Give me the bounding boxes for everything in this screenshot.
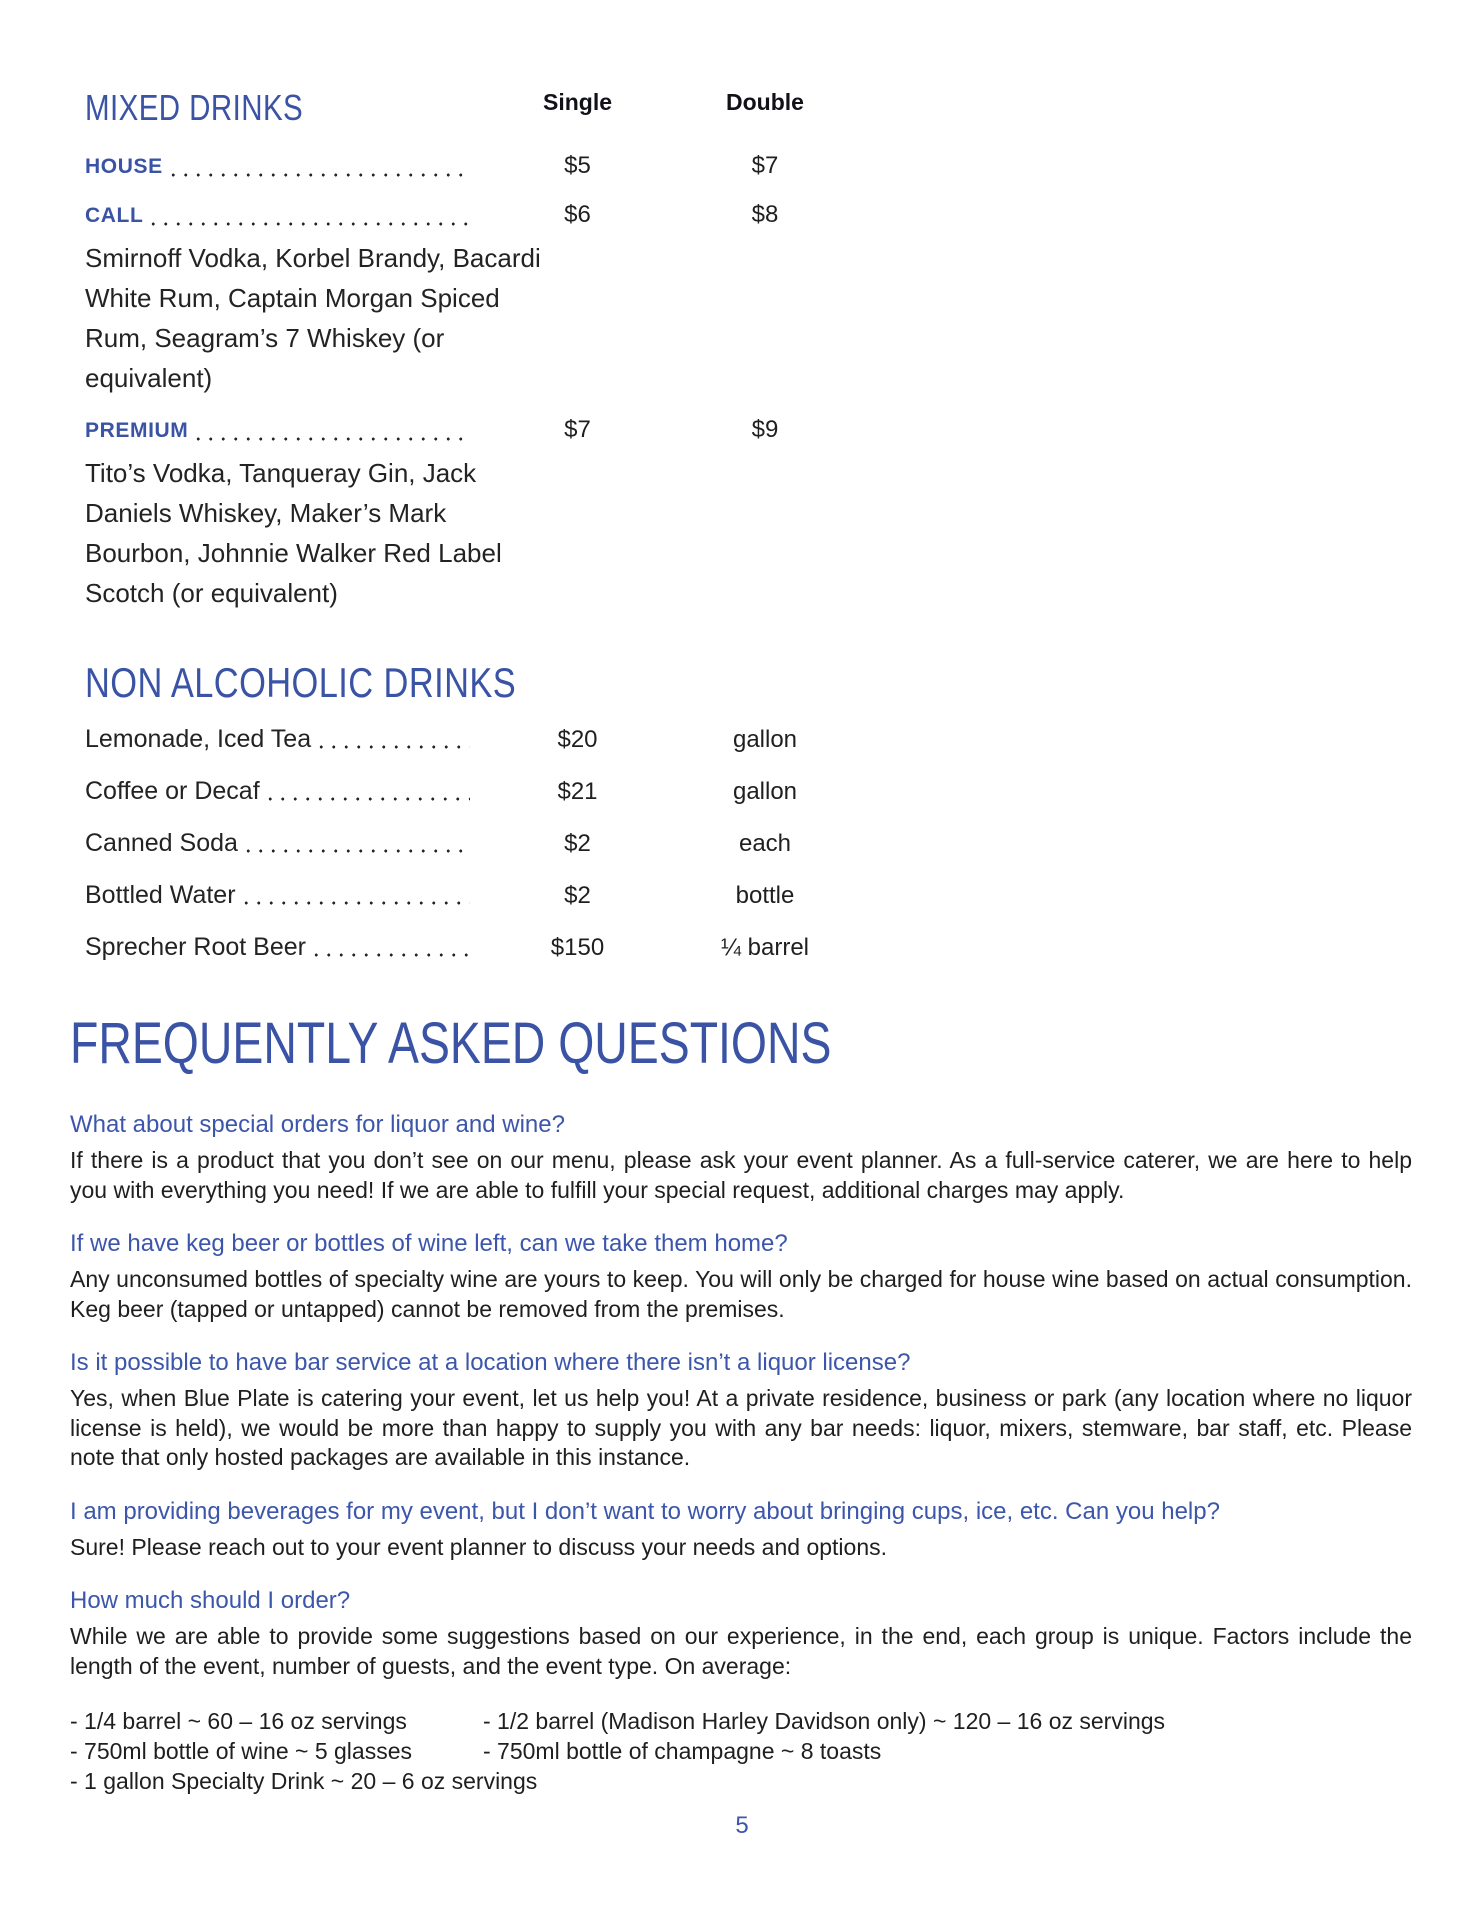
call-description: Smirnoff Vodka, Korbel Brandy, Bacardi White Rum, Captain Morgan Spiced Rum, Seagram’s 7 Whiskey (or equivalent) (85, 243, 541, 393)
row-unit: each (738, 830, 792, 857)
row-label: HOUSE (85, 155, 163, 178)
serving-guide-left-column (70, 1706, 538, 1796)
faq-question: Is it possible to have bar service at a location where there isn’t a liquor license? (70, 1349, 911, 1376)
menu-row-premium (85, 416, 1484, 445)
non-alcoholic-title: NON ALCOHOLIC DRINKS (85, 659, 517, 706)
mixed-drinks-title: MIXED DRINKS (85, 87, 304, 128)
serving-guide-right-column (483, 1706, 1412, 1796)
faq-question: I am providing beverages for my event, but I don’t want to worry about bringing cups, ice, etc. Can you help? (70, 1497, 1220, 1525)
menu-row-bottled-water (85, 881, 1484, 910)
column-header-single: Single (542, 89, 612, 115)
menu-row-house (85, 152, 1484, 181)
price-double: $9 (751, 416, 779, 443)
row-label: Sprecher Root Beer (85, 933, 306, 961)
bullet-line: - 1 gallon Specialty Drink ~ 20 – 6 oz servings (70, 1768, 538, 1794)
faq-item (70, 1111, 1412, 1205)
dot-leader (237, 881, 470, 909)
dot-leader (312, 725, 470, 753)
faq-question: How much should I order? (70, 1587, 351, 1614)
mixed-drinks-header-row (85, 87, 1484, 128)
menu-row-call (85, 201, 1484, 230)
row-label: PREMIUM (85, 419, 189, 442)
bullet-line: - 750ml bottle of champagne ~ 8 toasts (483, 1738, 882, 1764)
dot-leader (261, 777, 470, 805)
row-unit: bottle (735, 882, 795, 909)
faq-title: FREQUENTLY ASKED QUESTIONS (70, 1011, 832, 1076)
row-label: CALL (85, 204, 144, 227)
faq-answer: Any unconsumed bottles of specialty wine are yours to keep. You will only be charged for house wine based on actual consumption. Keg beer (tapped or untapped) cannot be removed from the premises. (70, 1266, 1412, 1322)
dot-leader (239, 829, 470, 857)
menu-row-sprecher-root-beer (85, 933, 1484, 962)
faq-item (70, 1349, 1412, 1473)
price-double: $7 (751, 152, 779, 179)
faq-answer: Sure! Please reach out to your event planner to discuss your needs and options. (70, 1533, 888, 1560)
serving-guide (70, 1706, 1412, 1796)
row-price: $150 (550, 934, 605, 961)
row-unit: gallon (732, 778, 798, 805)
row-price: $20 (557, 726, 598, 753)
row-label: Bottled Water (85, 881, 236, 909)
dot-leader (189, 417, 470, 445)
bullet-line: - 1/4 barrel ~ 60 – 16 oz servings (70, 1708, 407, 1734)
faq-item (70, 1587, 1412, 1681)
page-number: 5 (735, 1812, 749, 1839)
faq-section (0, 1010, 1484, 1796)
menu-row-coffee-or-decaf (85, 777, 1484, 806)
dot-leader (164, 153, 470, 181)
faq-item (70, 1230, 1412, 1324)
menu-row-lemonade-iced-tea (85, 725, 1484, 754)
dot-leader (144, 202, 470, 230)
faq-question: If we have keg beer or bottles of wine left, can we take them home? (70, 1230, 788, 1257)
row-price: $21 (557, 778, 598, 805)
row-price: $2 (564, 882, 591, 909)
price-double: $8 (751, 201, 779, 228)
dot-leader (307, 933, 470, 961)
faq-item (70, 1498, 1412, 1563)
faq-answer: If there is a product that you don’t see on our menu, please ask your event planner. As a full-service caterer, we are here to help you with everything you need! If we are able to fulfill your special request, additional charges may apply. (70, 1147, 1412, 1203)
row-label: Lemonade, Iced Tea (85, 725, 312, 753)
price-single: $6 (564, 201, 591, 228)
price-single: $7 (564, 416, 591, 443)
row-price: $2 (564, 830, 591, 857)
price-single: $5 (564, 152, 591, 179)
row-unit: ¼ barrel (720, 934, 810, 961)
row-unit: gallon (732, 726, 798, 753)
faq-question: What about special orders for liquor and wine? (70, 1111, 565, 1138)
bullet-line: - 750ml bottle of wine ~ 5 glasses (70, 1738, 412, 1764)
page-footer (0, 1812, 1484, 1840)
row-label: Coffee or Decaf (85, 777, 260, 805)
faq-answer: While we are able to provide some suggestions based on our experience, in the end, each group is unique. Factors include the length of the event, number of guests, and the event type. On average: (70, 1623, 1412, 1679)
row-label: Canned Soda (85, 829, 238, 857)
menu-row-canned-soda (85, 829, 1484, 858)
non-alcoholic-section (85, 659, 1484, 962)
premium-description: Tito’s Vodka, Tanqueray Gin, Jack Daniels Whiskey, Maker’s Mark Bourbon, Johnnie Walker Red Label Scotch (or equivalent) (85, 458, 502, 608)
column-header-double: Double (726, 89, 804, 115)
bullet-line: - 1/2 barrel (Madison Harley Davidson only) ~ 120 – 16 oz servings (483, 1708, 1166, 1734)
faq-answer: Yes, when Blue Plate is catering your event, let us help you! At a private residence, business or park (any location where no liquor license is held), we would be more than happy to supply you with any bar needs: liquor, mixers, stemware, bar staff, etc. Please note that only hosted packages are available in this instance. (70, 1385, 1412, 1470)
